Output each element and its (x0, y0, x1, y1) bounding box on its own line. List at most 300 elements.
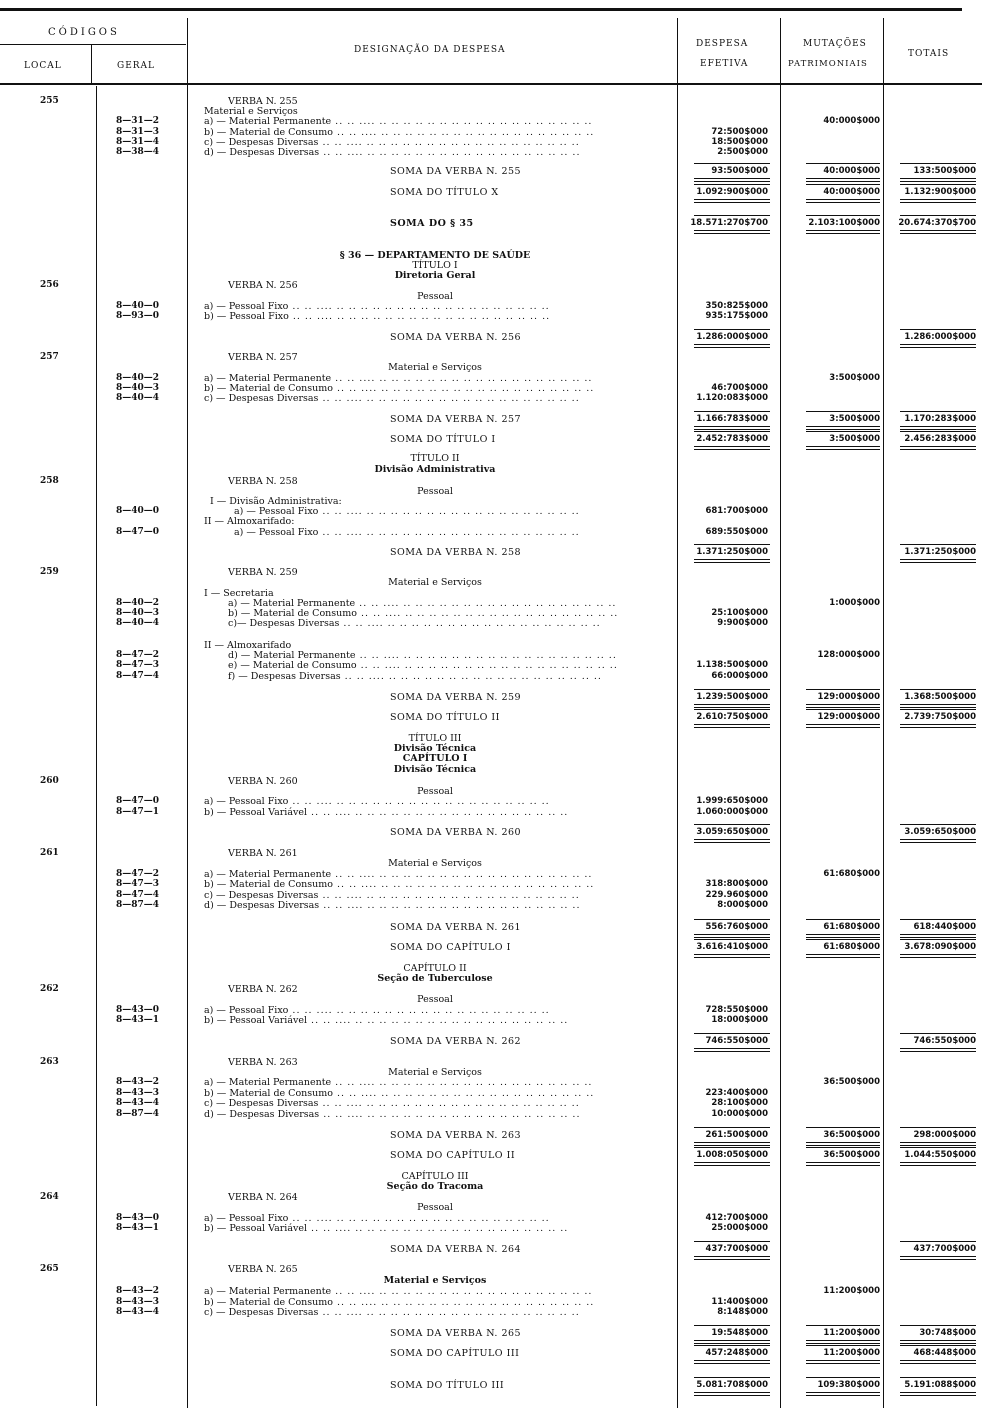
underline-rule (694, 329, 770, 330)
double-underline-rule (900, 199, 976, 203)
item-description: b) — Material de Consumo .. .. (228, 608, 674, 619)
double-underline-rule (806, 724, 880, 728)
underline-rule (900, 709, 976, 710)
soma-label: SOMA DA VERBA N. 256 (390, 332, 522, 343)
mutacoes-value: 61:680$000 (823, 922, 880, 932)
despesa-efetiva-value: 437:700$000 (705, 1244, 768, 1254)
despesa-efetiva-value: 935:175$000 (705, 311, 768, 321)
section-heading: TÍTULO I (412, 260, 458, 271)
underline-rule (900, 824, 976, 825)
mutacoes-value: 11:200$000 (823, 1286, 880, 1296)
double-underline-rule (694, 199, 770, 203)
section-heading-row (0, 764, 987, 775)
soma-label: SOMA DA VERBA N. 264 (390, 1244, 522, 1255)
underline-rule (900, 431, 976, 432)
soma-label: SOMA DO TÍTULO II (390, 712, 500, 723)
section-heading: TÍTULO III (408, 733, 462, 744)
geral-code: 8—43—0 (116, 1005, 160, 1015)
despesa-efetiva-value: 1.286:000$000 (696, 332, 768, 342)
underline-rule (694, 919, 770, 920)
mutacoes-value: 11:200$000 (823, 1348, 880, 1358)
despesa-efetiva-value: 412:700$000 (705, 1213, 768, 1223)
geral-code: 8—40—3 (116, 383, 160, 393)
totais-value: 1.170:283$000 (904, 414, 976, 424)
totais-value: 30:748$000 (919, 1328, 976, 1338)
item-description: a) — Pessoal Fixo .. .. (234, 527, 674, 538)
geral-code: 8—47—2 (116, 650, 160, 660)
double-underline-rule (900, 954, 976, 958)
soma-row (0, 1328, 987, 1339)
underline-rule (806, 1127, 880, 1128)
section-heading-row (0, 1181, 987, 1192)
section-heading: CAPÍTULO II (403, 963, 467, 974)
underline-rule (694, 939, 770, 940)
despesa-efetiva-value: 2.452:783$000 (696, 434, 768, 444)
double-underline-rule (806, 1360, 880, 1364)
soma-label: SOMA DA VERBA N. 255 (390, 166, 522, 177)
double-underline-rule (694, 1256, 770, 1260)
double-underline-rule (900, 839, 976, 843)
geral-code: 8—43—0 (116, 1213, 160, 1223)
section-heading-row (0, 1202, 987, 1213)
soma-row (0, 692, 987, 703)
totais-value: 2.456:283$000 (904, 434, 976, 444)
double-underline-rule (694, 344, 770, 348)
section-heading: TÍTULO II (410, 453, 460, 464)
underline-rule (694, 824, 770, 825)
geral-code: 8—40—0 (116, 506, 160, 516)
underline-rule (694, 184, 770, 185)
double-underline-rule (900, 724, 976, 728)
underline-rule (900, 919, 976, 920)
underline-rule (694, 709, 770, 710)
double-underline-rule (900, 1340, 976, 1344)
item-description: b) — Material de Consumo .. .. (204, 879, 674, 890)
item-description: a) — Pessoal Fixo .. .. (204, 301, 674, 312)
geral-code: 8—47—4 (116, 671, 160, 681)
mutacoes-value: 3:500$000 (829, 434, 880, 444)
mutacoes-value: 61:680$000 (823, 942, 880, 952)
double-underline-rule (900, 426, 976, 430)
header-efetiva: EFETIVA (700, 59, 749, 69)
item-description: c) — Despesas Diversas .. .. (204, 393, 674, 404)
local-code: 265 (40, 1264, 59, 1274)
local-code: 259 (40, 567, 59, 577)
underline-rule (900, 215, 976, 216)
despesa-efetiva-value: 457:248$000 (705, 1348, 768, 1358)
geral-code: 8—38—4 (116, 147, 160, 157)
underline-rule (806, 215, 880, 216)
item-description: VERBA N. 264 (228, 1192, 298, 1203)
underline-rule (694, 431, 770, 432)
header-patrimoniais: PATRIMONIAIS (788, 59, 868, 69)
local-code: 260 (40, 776, 59, 786)
underline-rule (694, 689, 770, 690)
item-description: II — Almoxarifado: (204, 516, 295, 527)
geral-code: 8—31—4 (116, 137, 160, 147)
despesa-efetiva-value: 2.610:750$000 (696, 712, 768, 722)
mutacoes-value: 40:000$000 (823, 187, 880, 197)
underline-rule (900, 1147, 976, 1148)
geral-code: 8—43—4 (116, 1307, 160, 1317)
table-row (0, 1264, 987, 1275)
header-totais: TOTAIS (908, 49, 950, 59)
mutacoes-value: 2.103:100$000 (808, 218, 880, 228)
local-code: 264 (40, 1192, 59, 1202)
double-underline-rule (900, 230, 976, 234)
totais-value: 618:440$000 (913, 922, 976, 932)
table-row (0, 1286, 987, 1297)
despesa-efetiva-value: 261:500$000 (705, 1130, 768, 1140)
soma-row (0, 332, 987, 343)
double-underline-rule (806, 954, 880, 958)
despesa-efetiva-value: 1.999:650$000 (696, 796, 768, 806)
double-underline-rule (806, 1392, 880, 1396)
totais-value: 3.678:090$000 (904, 942, 976, 952)
double-underline-rule (806, 704, 880, 708)
geral-code: 8—31—2 (116, 116, 160, 126)
section-heading: Seção do Tracoma (386, 1181, 484, 1192)
geral-code: 8—40—4 (116, 618, 160, 628)
local-code: 255 (40, 96, 59, 106)
double-underline-rule (694, 724, 770, 728)
underline-rule (806, 939, 880, 940)
soma-label: SOMA DO TÍTULO X (390, 187, 499, 198)
item-description: VERBA N. 259 (228, 567, 298, 578)
mutacoes-value: 36:500$000 (823, 1077, 880, 1087)
geral-code: 8—47—3 (116, 660, 160, 670)
totais-value: 3.059:650$000 (904, 827, 976, 837)
table-row (0, 1307, 987, 1318)
double-underline-rule (900, 1048, 976, 1052)
double-underline-rule (694, 839, 770, 843)
soma-row (0, 218, 987, 229)
item-description: a) — Material Permanente .. .. (204, 373, 674, 384)
despesa-efetiva-value: 1.060:000$000 (696, 807, 768, 817)
section-heading-row (0, 1275, 987, 1286)
col-sep-local (91, 44, 92, 84)
soma-row (0, 547, 987, 558)
item-description: VERBA N. 263 (228, 1057, 298, 1068)
header-codigos-rule (0, 44, 186, 45)
mutacoes-value: 36:500$000 (823, 1150, 880, 1160)
table-row (0, 618, 987, 629)
geral-code: 8—40—0 (116, 301, 160, 311)
underline-rule (694, 1345, 770, 1346)
geral-code: 8—47—0 (116, 527, 160, 537)
double-underline-rule (900, 1392, 976, 1396)
soma-label: SOMA DA VERBA N. 258 (390, 547, 522, 558)
mutacoes-value: 61:680$000 (823, 869, 880, 879)
double-underline-rule (806, 1340, 880, 1344)
header-codigos: CÓDIGOS (48, 27, 120, 38)
item-description: b) — Material de Consumo .. .. (204, 383, 674, 394)
underline-rule (806, 1345, 880, 1346)
double-underline-rule (694, 1360, 770, 1364)
item-description: c) — Despesas Diversas .. .. (204, 1307, 674, 1318)
item-description: f) — Despesas Diversas .. .. (228, 671, 674, 682)
soma-label: SOMA DO TÍTULO III (390, 1380, 505, 1391)
table-row (0, 280, 987, 291)
underline-rule (806, 919, 880, 920)
item-description: d) — Despesas Diversas .. .. (204, 1109, 674, 1120)
header-bottom-rule (0, 83, 982, 85)
double-underline-rule (694, 1048, 770, 1052)
item-description: VERBA N. 258 (228, 476, 298, 487)
double-underline-rule (806, 1162, 880, 1166)
soma-row (0, 187, 987, 198)
table-row (0, 879, 987, 890)
despesa-efetiva-value: 1.138:500$000 (696, 660, 768, 670)
section-heading-row (0, 464, 987, 475)
despesa-efetiva-value: 46:700$000 (711, 383, 768, 393)
despesa-efetiva-value: 93:500$000 (711, 166, 768, 176)
despesa-efetiva-value: 1.008:050$000 (696, 1150, 768, 1160)
double-underline-rule (694, 1340, 770, 1344)
section-heading: Pessoal (417, 994, 453, 1005)
totais-value: 1.044:550$000 (904, 1150, 976, 1160)
despesa-efetiva-value: 1.092:900$000 (696, 187, 768, 197)
double-underline-rule (900, 704, 976, 708)
item-description: a) — Material Permanente .. .. (204, 116, 674, 127)
despesa-efetiva-value: 3.616:410$000 (696, 942, 768, 952)
item-description: a) — Material Permanente .. .. (204, 869, 674, 880)
item-description: VERBA N. 262 (228, 984, 298, 995)
geral-code: 8—93—0 (116, 311, 160, 321)
item-description: a) — Pessoal Fixo .. .. (204, 796, 674, 807)
section-heading: Material e Serviços (383, 1275, 487, 1286)
table-row (0, 1015, 987, 1026)
item-description: a) — Pessoal Fixo .. .. (234, 506, 674, 517)
underline-rule (694, 1241, 770, 1242)
despesa-efetiva-value: 5.081:708$000 (696, 1380, 768, 1390)
despesa-efetiva-value: 18:000$000 (711, 1015, 768, 1025)
item-description: VERBA N. 265 (228, 1264, 298, 1275)
double-underline-rule (900, 1256, 976, 1260)
item-description: Material e Serviços (204, 106, 298, 117)
soma-label: SOMA DO CAPÍTULO I (390, 942, 511, 953)
underline-rule (694, 1377, 770, 1378)
soma-row (0, 942, 987, 953)
despesa-efetiva-value: 28:100$000 (711, 1098, 768, 1108)
table-row (0, 116, 987, 127)
underline-rule (806, 1377, 880, 1378)
section-heading: Material e Serviços (388, 577, 482, 588)
despesa-efetiva-value: 25:100$000 (711, 608, 768, 618)
item-description: c) — Despesas Diversas .. .. (204, 137, 674, 148)
double-underline-rule (900, 559, 976, 563)
underline-rule (694, 1033, 770, 1034)
underline-rule (900, 411, 976, 412)
despesa-efetiva-value: 9:900$000 (717, 618, 768, 628)
underline-rule (900, 1345, 976, 1346)
item-description: c) — Despesas Diversas .. .. (204, 1098, 674, 1109)
item-description: d) — Despesas Diversas .. .. (204, 147, 674, 158)
double-underline-rule (806, 230, 880, 234)
totais-value: 437:700$000 (913, 1244, 976, 1254)
double-underline-rule (694, 1142, 770, 1146)
geral-code: 8—40—2 (116, 373, 160, 383)
item-description: VERBA N. 256 (228, 280, 298, 291)
local-code: 257 (40, 352, 59, 362)
underline-rule (900, 1241, 976, 1242)
top-rule (0, 8, 962, 11)
totais-value: 5.191:088$000 (904, 1380, 976, 1390)
soma-row (0, 1380, 987, 1391)
soma-row (0, 1036, 987, 1047)
mutacoes-value: 11:200$000 (823, 1328, 880, 1338)
geral-code: 8—47—1 (116, 807, 160, 817)
mutacoes-value: 40:000$000 (823, 116, 880, 126)
soma-label: SOMA DA VERBA N. 263 (390, 1130, 522, 1141)
table-row (0, 527, 987, 538)
item-description: VERBA N. 255 (228, 96, 298, 107)
header-designacao: DESIGNAÇÃO DA DESPESA (354, 45, 506, 55)
local-code: 263 (40, 1057, 59, 1067)
double-underline-rule (900, 178, 976, 182)
section-heading-row (0, 453, 987, 464)
despesa-efetiva-value: 728:550$000 (705, 1005, 768, 1015)
despesa-efetiva-value: 72:500$000 (711, 127, 768, 137)
underline-rule (806, 411, 880, 412)
table-row (0, 900, 987, 911)
underline-rule (806, 431, 880, 432)
double-underline-rule (806, 446, 880, 450)
underline-rule (806, 709, 880, 710)
underline-rule (694, 1325, 770, 1326)
item-description: II — Almoxarifado (204, 640, 292, 651)
section-heading: Divisão Técnica (393, 764, 477, 775)
geral-code: 8—43—1 (116, 1015, 160, 1025)
local-code: 258 (40, 476, 59, 486)
underline-rule (900, 939, 976, 940)
mutacoes-value: 1:000$000 (829, 598, 880, 608)
header-local: LOCAL (24, 61, 62, 71)
geral-code: 8—43—2 (116, 1077, 160, 1087)
geral-code: 8—43—2 (116, 1286, 160, 1296)
section-heading: Pessoal (417, 786, 453, 797)
double-underline-rule (694, 954, 770, 958)
totais-value: 133:500$000 (913, 166, 976, 176)
despesa-efetiva-value: 229.960$000 (705, 890, 768, 900)
table-row (0, 1077, 987, 1088)
item-description: b) — Pessoal Variável .. .. (204, 1015, 674, 1026)
header-mutacoes: MUTAÇÕES (803, 39, 867, 49)
despesa-efetiva-value: 3.059:650$000 (696, 827, 768, 837)
table-row (0, 1109, 987, 1120)
despesa-efetiva-value: 1.239:500$000 (696, 692, 768, 702)
geral-code: 8—40—4 (116, 393, 160, 403)
underline-rule (900, 689, 976, 690)
totais-value: 298:000$000 (913, 1130, 976, 1140)
underline-rule (900, 1377, 976, 1378)
totais-value: 1.286:000$000 (904, 332, 976, 342)
despesa-efetiva-value: 18:500$000 (711, 137, 768, 147)
double-underline-rule (806, 934, 880, 938)
section-heading: Seção de Tuberculose (377, 973, 493, 984)
soma-row (0, 1244, 987, 1255)
despesa-efetiva-value: 18.571:270$700 (690, 218, 768, 228)
totais-value: 468:448$000 (913, 1348, 976, 1358)
despesa-efetiva-value: 19:548$000 (711, 1328, 768, 1338)
geral-code: 8—43—3 (116, 1088, 160, 1098)
double-underline-rule (806, 426, 880, 430)
item-description: d) — Material Permanente .. .. (228, 650, 674, 661)
item-description: c) — Despesas Diversas .. .. (204, 890, 674, 901)
geral-code: 8—43—1 (116, 1223, 160, 1233)
mutacoes-value: 36:500$000 (823, 1130, 880, 1140)
section-heading-row (0, 753, 987, 764)
item-description: I — Divisão Administrativa: (210, 496, 342, 507)
despesa-efetiva-value: 350:825$000 (705, 301, 768, 311)
geral-code: 8—43—4 (116, 1098, 160, 1108)
soma-label: SOMA DO TÍTULO I (390, 434, 496, 445)
underline-rule (806, 1325, 880, 1326)
item-description: b) — Material de Consumo .. .. (204, 1297, 674, 1308)
table-row (0, 796, 987, 807)
underline-rule (694, 1147, 770, 1148)
soma-label: SOMA DA VERBA N. 262 (390, 1036, 522, 1047)
underline-rule (694, 1127, 770, 1128)
table-row (0, 671, 987, 682)
section-heading: Material e Serviços (388, 362, 482, 373)
section-heading: Divisão Administrativa (374, 464, 496, 475)
mutacoes-value: 40:000$000 (823, 166, 880, 176)
totais-value: 1.132:900$000 (904, 187, 976, 197)
section-heading: CAPÍTULO I (402, 753, 468, 764)
section-heading: Divisão Técnica (393, 743, 477, 754)
underline-rule (694, 215, 770, 216)
item-description: b) — Pessoal Variável .. .. (204, 1223, 674, 1234)
double-underline-rule (900, 344, 976, 348)
double-underline-rule (900, 1142, 976, 1146)
underline-rule (694, 163, 770, 164)
totais-value: 2.739:750$000 (904, 712, 976, 722)
despesa-efetiva-value: 681:700$000 (705, 506, 768, 516)
soma-row (0, 434, 987, 445)
despesa-efetiva-value: 25:000$000 (711, 1223, 768, 1233)
double-underline-rule (806, 199, 880, 203)
table-row (0, 1098, 987, 1109)
despesa-efetiva-value: 11:400$000 (711, 1297, 768, 1307)
item-description: a) — Material Permanente .. .. (204, 1286, 674, 1297)
double-underline-rule (900, 1360, 976, 1364)
soma-label: SOMA DA VERBA N. 259 (390, 692, 522, 703)
section-heading-row (0, 577, 987, 588)
soma-row (0, 414, 987, 425)
mutacoes-value: 109:380$000 (817, 1380, 880, 1390)
item-description: VERBA N. 260 (228, 776, 298, 787)
despesa-efetiva-value: 556:760$000 (705, 922, 768, 932)
underline-rule (900, 1033, 976, 1034)
geral-code: 8—47—3 (116, 879, 160, 889)
local-code: 261 (40, 848, 59, 858)
underline-rule (806, 1147, 880, 1148)
double-underline-rule (694, 426, 770, 430)
underline-rule (900, 184, 976, 185)
double-underline-rule (806, 178, 880, 182)
section-heading: CAPÍTULO III (401, 1171, 469, 1182)
totais-value: 20.674:370$700 (898, 218, 976, 228)
soma-label: SOMA DO § 35 (390, 218, 474, 229)
item-description: VERBA N. 261 (228, 848, 298, 859)
mutacoes-value: 129:000$000 (817, 692, 880, 702)
totais-value: 746:550$000 (913, 1036, 976, 1046)
section-heading: Material e Serviços (388, 1067, 482, 1078)
geral-code: 8—87—4 (116, 1109, 160, 1119)
double-underline-rule (694, 1162, 770, 1166)
soma-label: SOMA DA VERBA N. 261 (390, 922, 522, 933)
